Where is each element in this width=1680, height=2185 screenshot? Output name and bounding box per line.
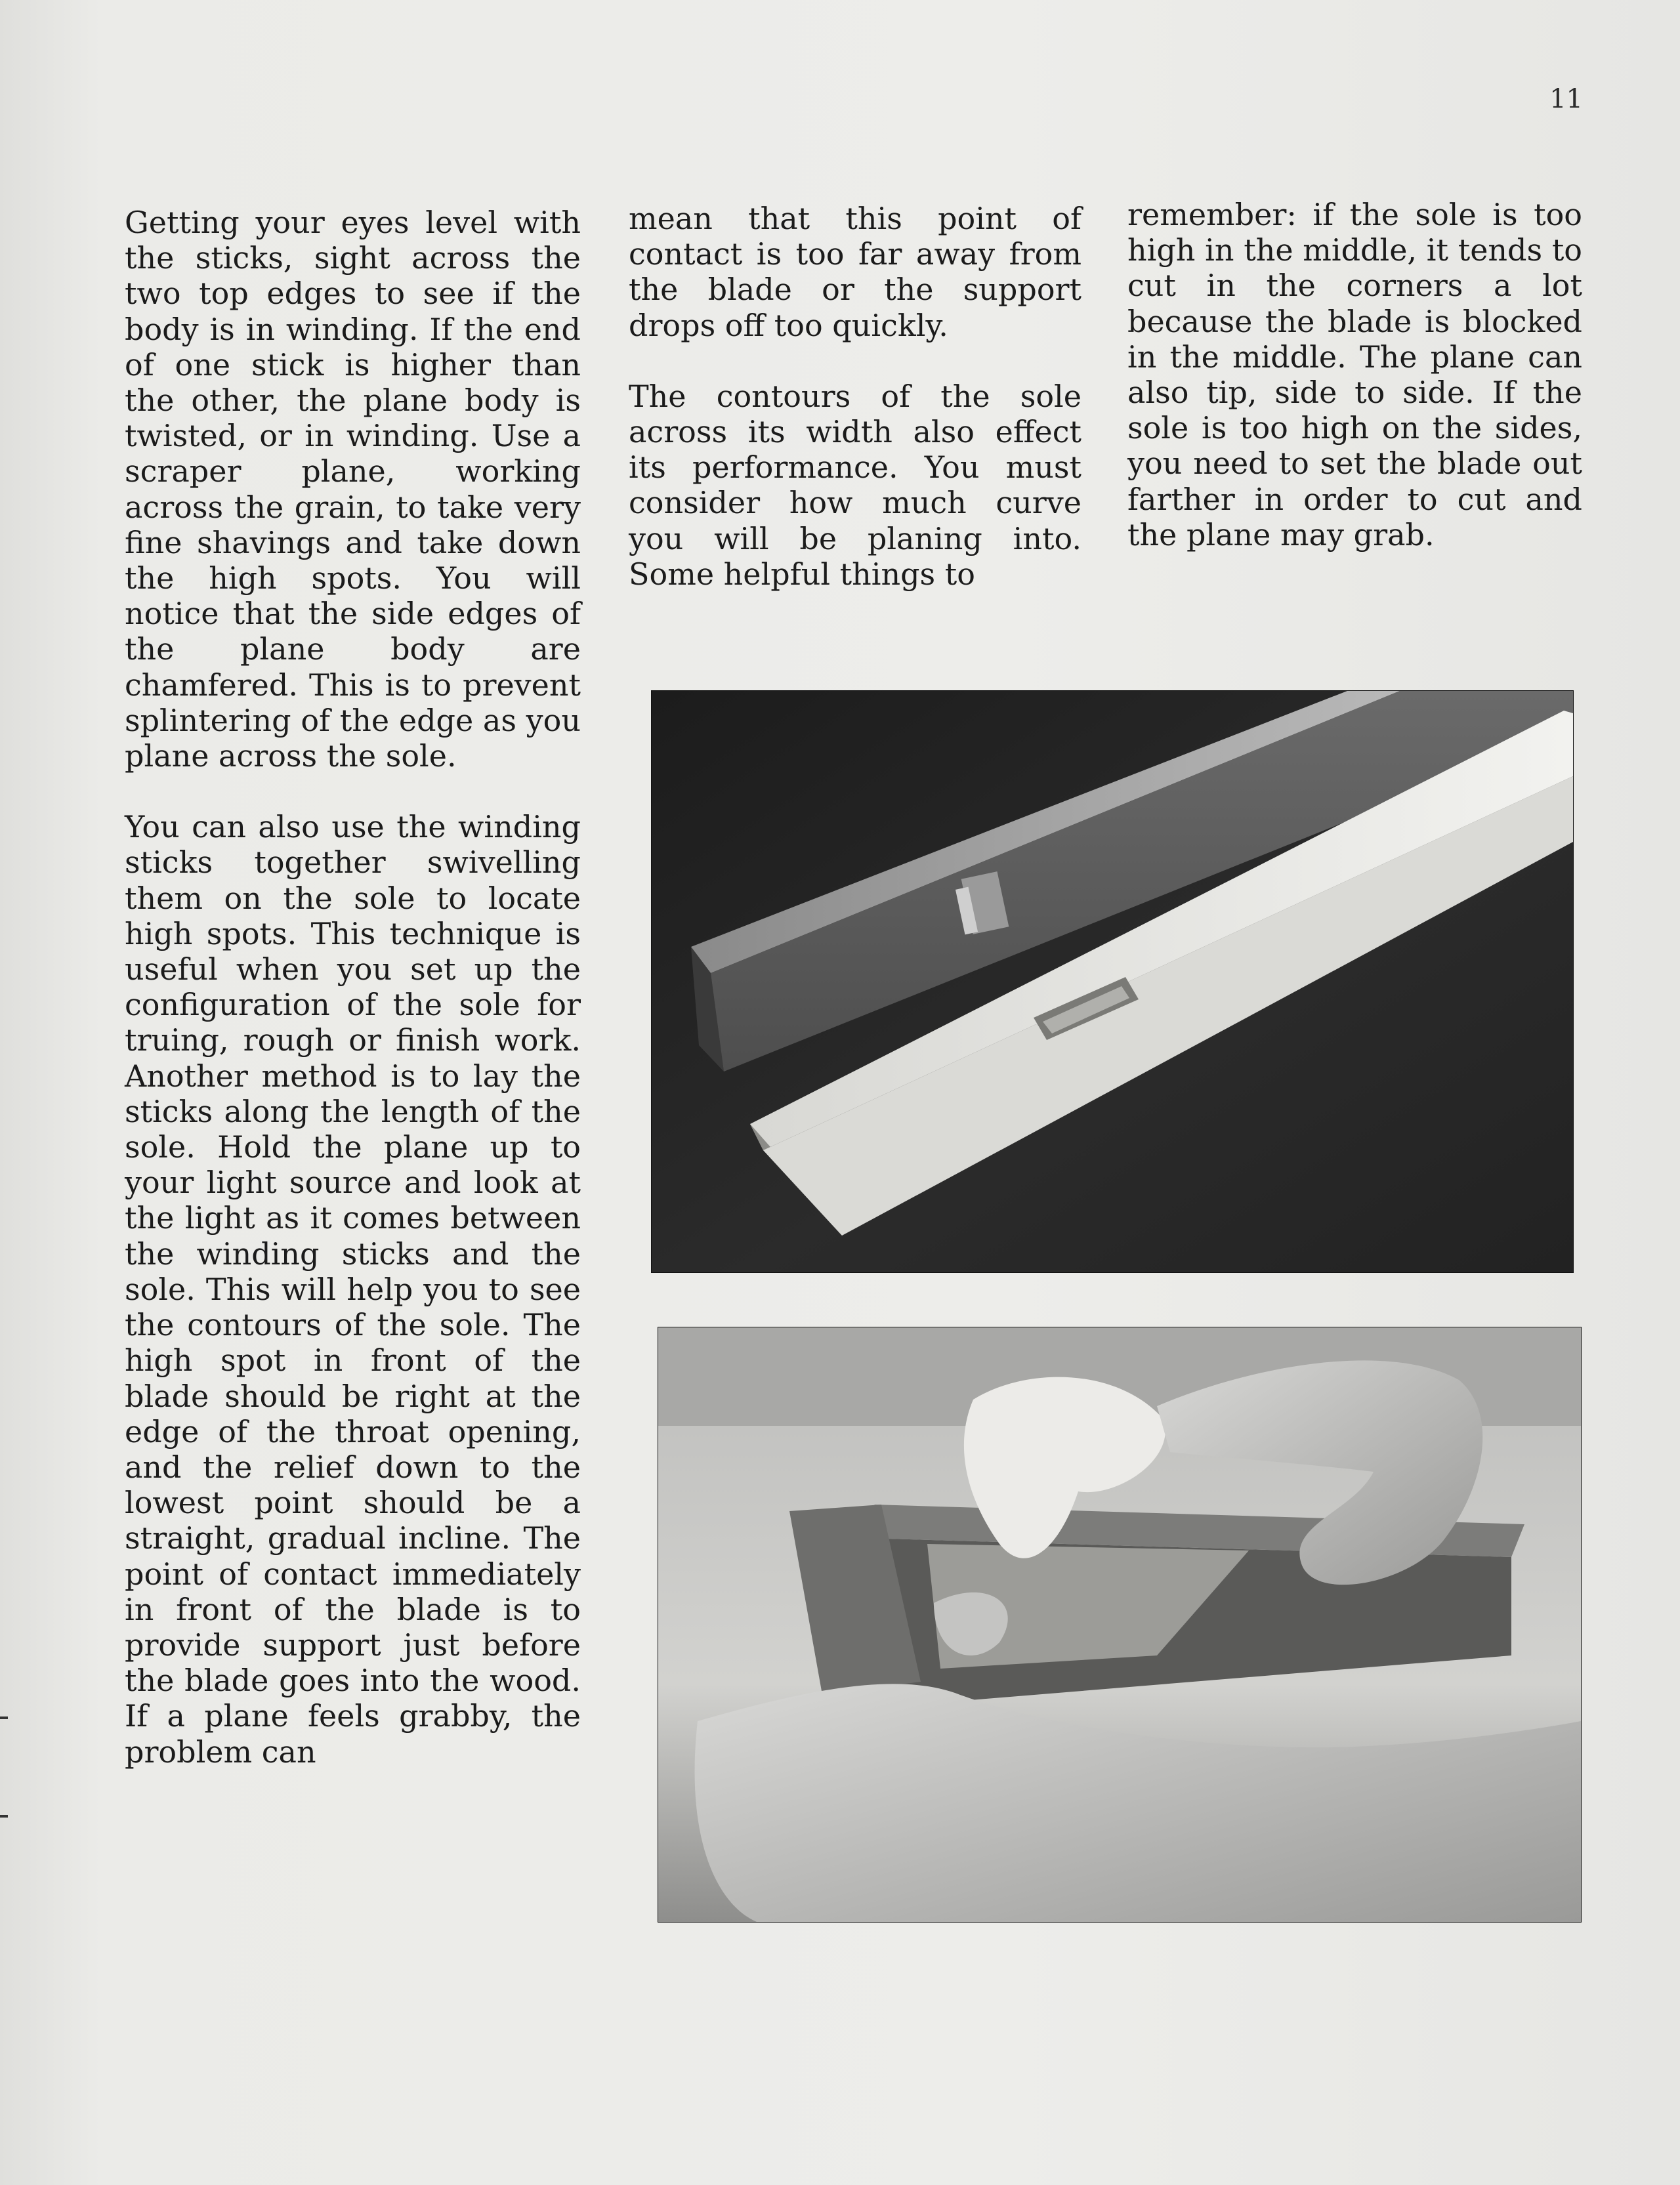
text-column-right — [1127, 197, 1582, 552]
winding-sticks-photo — [651, 690, 1574, 1273]
paragraph: The contours of the sole across its width also effect its performance. You must consider how much curve you will be planing into. Some helpful things to — [629, 378, 1082, 592]
winding-sticks-illustration — [652, 691, 1573, 1272]
page-number: 11 — [1549, 84, 1583, 114]
hands-checking-plane-photo — [658, 1327, 1582, 1923]
paragraph: mean that this point of contact is too far away from the blade or the support drops off too quickly. — [629, 201, 1082, 343]
page-edge-mark — [0, 1717, 8, 1719]
paragraph: You can also use the winding sticks together swivelling them on the sole to locate high spots. This technique is useful when you set up the configuration of the sole for truing, rough or finish work. Another method is to lay the sticks along the length of the sole. Hold the plane up to your light source and look at the light as it comes between the winding sticks and the sole. This will help you to see the contours of the sole. The high spot in front of the blade should be right at the edge of the throat opening, and the relief down to the lowest point should be a straight, gradual incline. The point of contact immediately in front of the blade is to provide support just before the blade goes into the wood. If a plane feels grabby, the problem can — [125, 809, 581, 1770]
text-column-left — [125, 205, 581, 1770]
paragraph: remember: if the sole is too high in the middle, it tends to cut in the corners a lot because the blade is blocked in the middle. The plane can also tip, side to side. If the sole is too high on the sides, you need to set the blade out farther in order to cut and the plane may grab. — [1127, 197, 1582, 552]
text-column-middle — [629, 201, 1082, 592]
hands-plane-illustration — [658, 1327, 1581, 1922]
paragraph: Getting your eyes level with the sticks, sight across the two top edges to see if the body is in winding. If the end of one stick is higher than the other, the plane body is twisted, or in winding. Use a scraper plane, working across the grain, to take very fine shavings and take down the high spots. You will notice that the side edges of the plane body are chamfered. This is to prevent splintering of the edge as you plane across the sole. — [125, 205, 581, 774]
page-edge-mark — [0, 1815, 8, 1818]
